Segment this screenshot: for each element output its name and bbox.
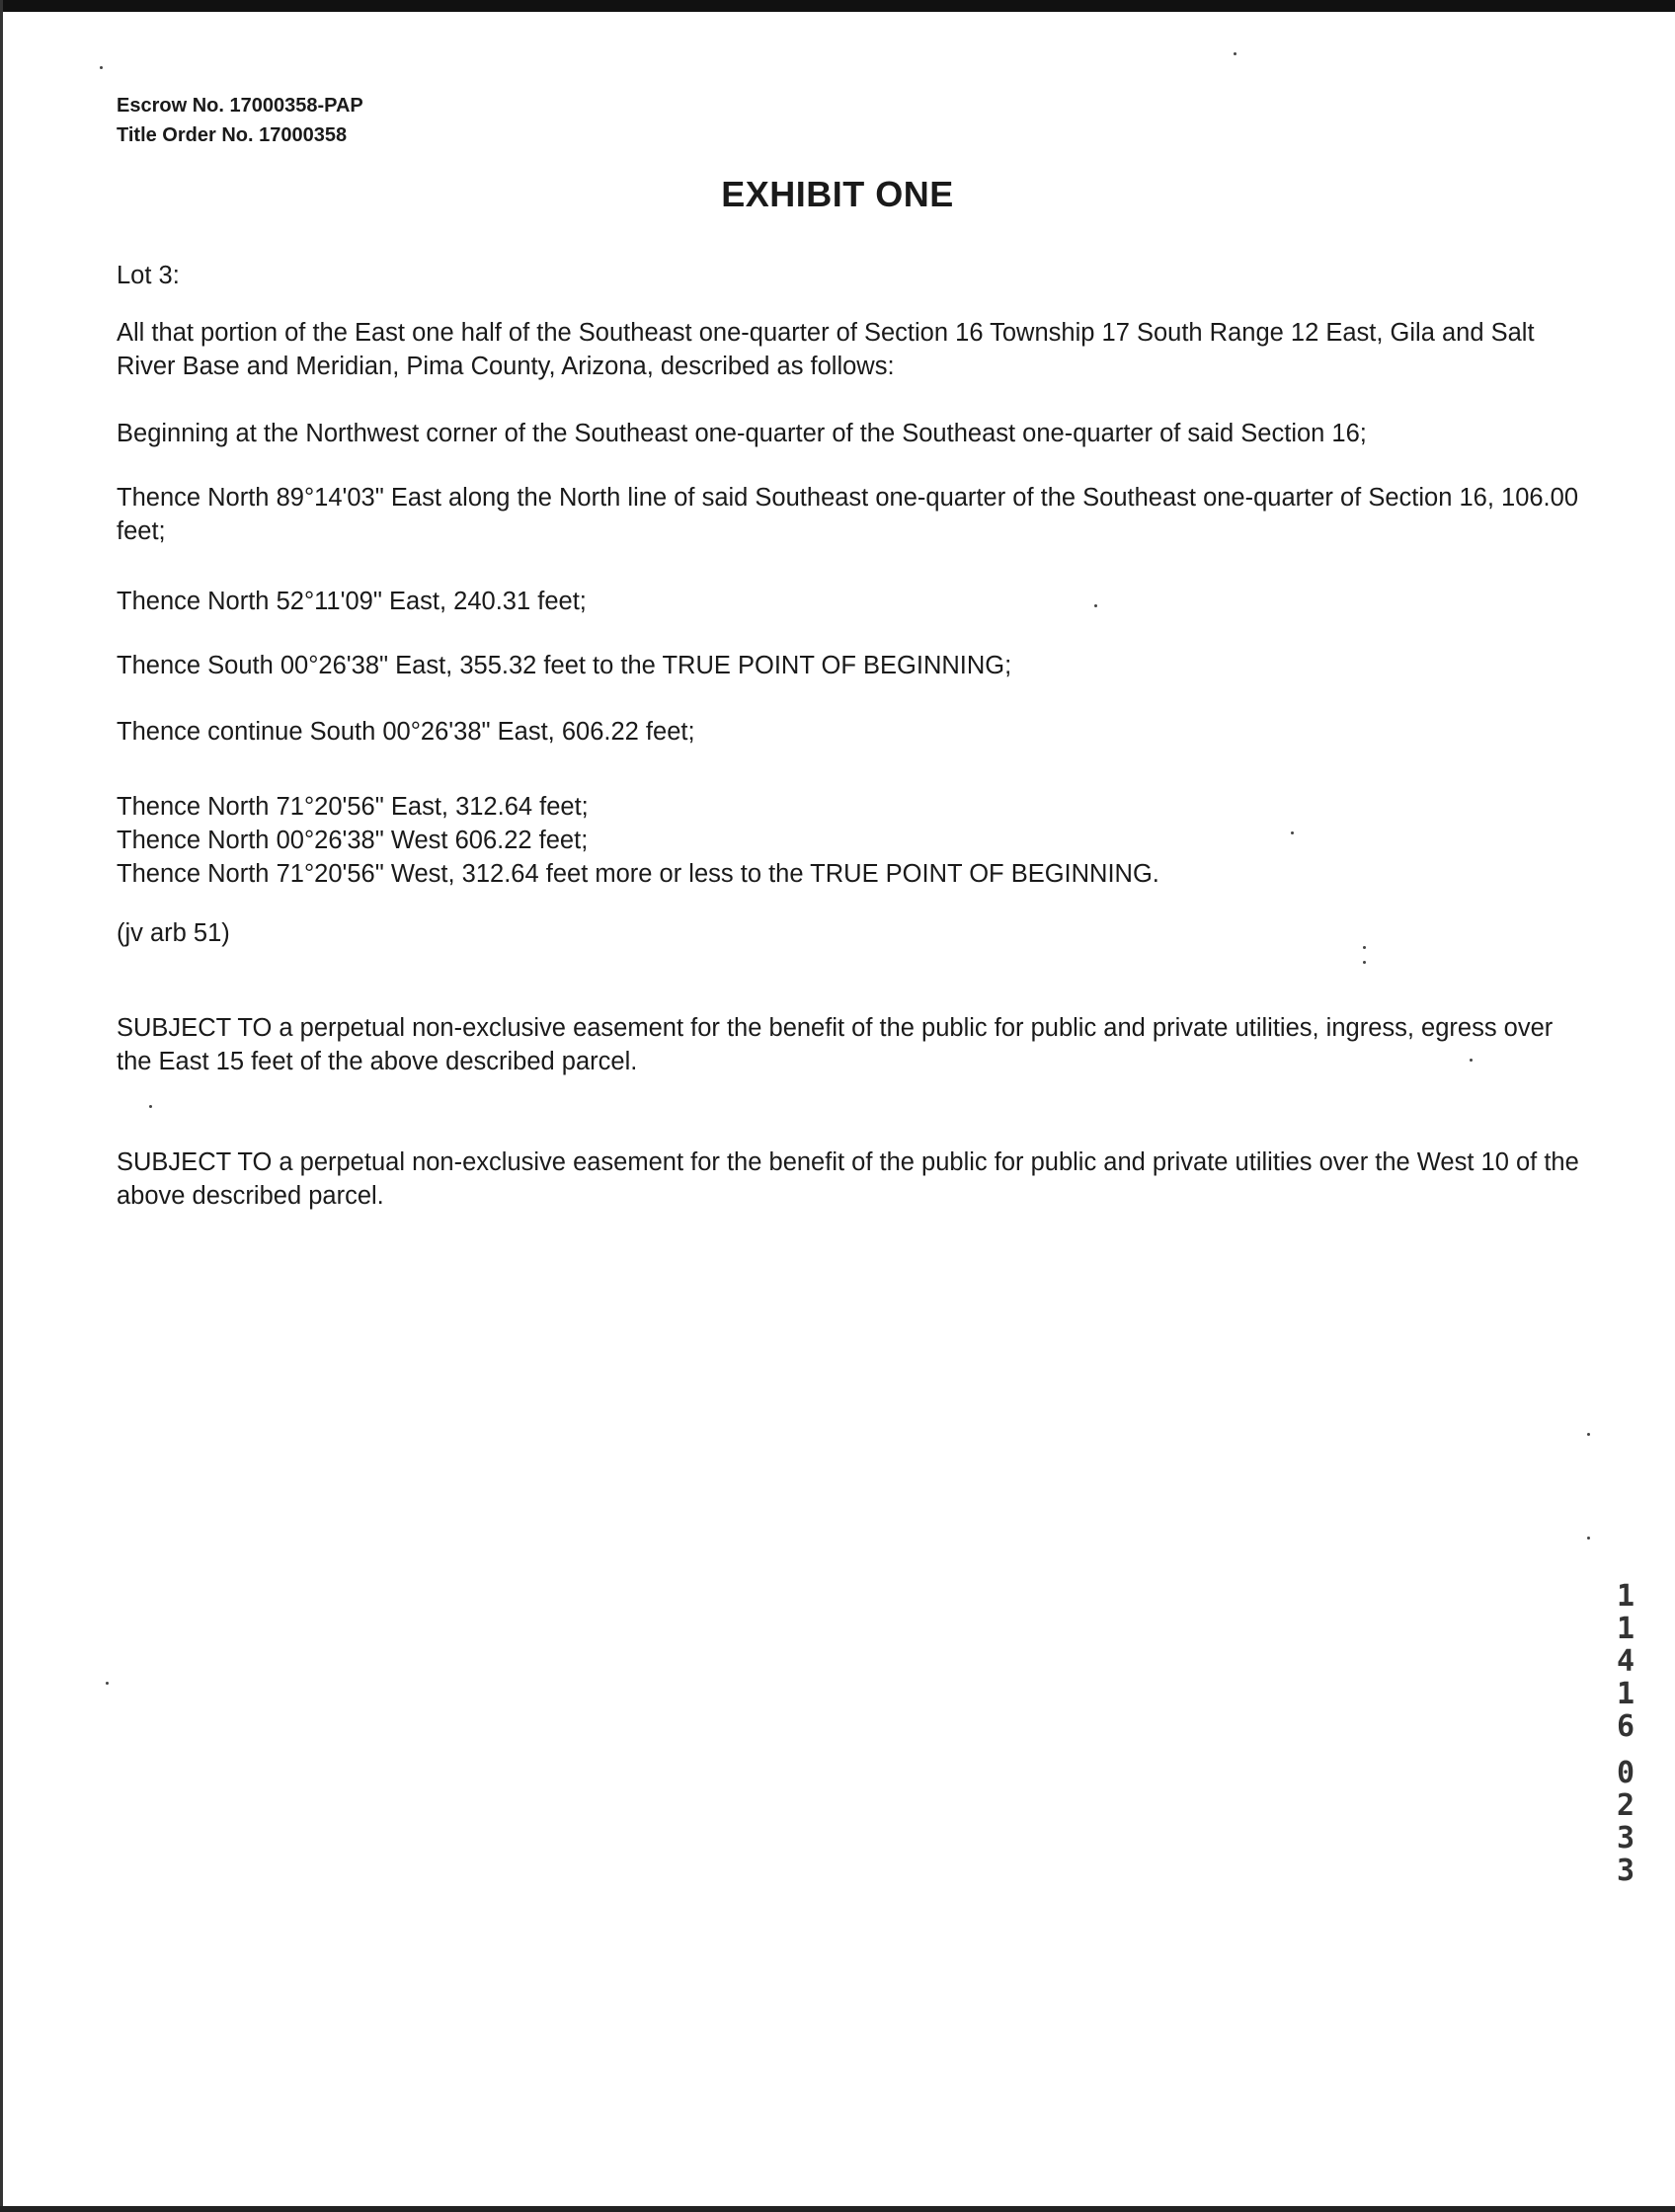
course-paragraph: Thence South 00°26'38" East, 355.32 feet to the TRUE POINT OF BEGINNING; — [117, 652, 1012, 679]
stamp-digit: 1 — [1616, 1677, 1635, 1711]
title-order-number: Title Order No. 17000358 — [117, 124, 348, 146]
stamp-digit: 0 — [1616, 1756, 1635, 1790]
closing-courses — [117, 790, 1588, 891]
scan-speck — [1587, 1433, 1590, 1436]
stamp-digit: 6 — [1616, 1709, 1635, 1744]
exhibit-title: EXHIBIT ONE — [721, 174, 954, 214]
course-paragraph: Thence continue South 00°26'38" East, 606.22 feet; — [117, 718, 695, 746]
reference-numbers — [117, 91, 363, 150]
scan-speck — [100, 66, 103, 69]
stamp-digit: 4 — [1616, 1644, 1635, 1679]
scan-speck — [106, 1682, 109, 1685]
document-reference: (jv arb 51) — [117, 919, 230, 947]
scan-speck — [1291, 831, 1294, 834]
scan-speck — [1363, 946, 1366, 949]
scan-speck — [1587, 1537, 1590, 1540]
stamp-gap — [1614, 1743, 1637, 1757]
bates-stamp — [1614, 1580, 1637, 1887]
escrow-number: Escrow No. 17000358-PAP — [117, 95, 363, 117]
course-line: Thence North 71°20'56" West, 312.64 feet more or less to the TRUE POINT OF BEGINNING. — [117, 860, 1159, 888]
stamp-digit: 3 — [1616, 1821, 1635, 1856]
course-paragraph: Thence North 52°11'09" East, 240.31 feet; — [117, 588, 587, 615]
stamp-digit: 2 — [1616, 1788, 1635, 1823]
scan-speck — [1470, 1059, 1473, 1062]
legal-description-paragraph: All that portion of the East one half of the Southeast one-quarter of Section 16 Township 17 South Range 12 East, Gila and Salt River Base and Meridian, Pima County, Arizona, described as follows: — [117, 319, 1535, 380]
easement-paragraph: SUBJECT TO a perpetual non-exclusive easement for the benefit of the public for public and private utilities over the West 10 of the above described parcel. — [117, 1148, 1579, 1210]
course-paragraph: Thence North 89°14'03" East along the North line of said Southeast one-quarter of the Southeast one-quarter of Section 16, 106.00 feet; — [117, 484, 1579, 545]
easement-paragraph: SUBJECT TO a perpetual non-exclusive easement for the benefit of the public for public and private utilities, ingress, egress over the East 15 feet of the above described parcel. — [117, 1014, 1554, 1075]
scan-speck — [1234, 52, 1236, 55]
scan-speck — [1363, 961, 1366, 964]
scan-speck — [149, 1105, 152, 1108]
course-line: Thence North 00°26'38" West 606.22 feet; — [117, 827, 589, 854]
scan-speck — [1094, 604, 1097, 607]
course-line: Thence North 71°20'56" East, 312.64 feet; — [117, 793, 589, 821]
stamp-digit: 3 — [1616, 1854, 1635, 1888]
point-of-commencement: Beginning at the Northwest corner of the Southeast one-quarter of the Southeast one-quarter of said Section 16; — [117, 420, 1367, 447]
stamp-digit: 1 — [1616, 1579, 1635, 1614]
lot-label: Lot 3: — [117, 262, 180, 289]
stamp-digit: 1 — [1616, 1612, 1635, 1646]
